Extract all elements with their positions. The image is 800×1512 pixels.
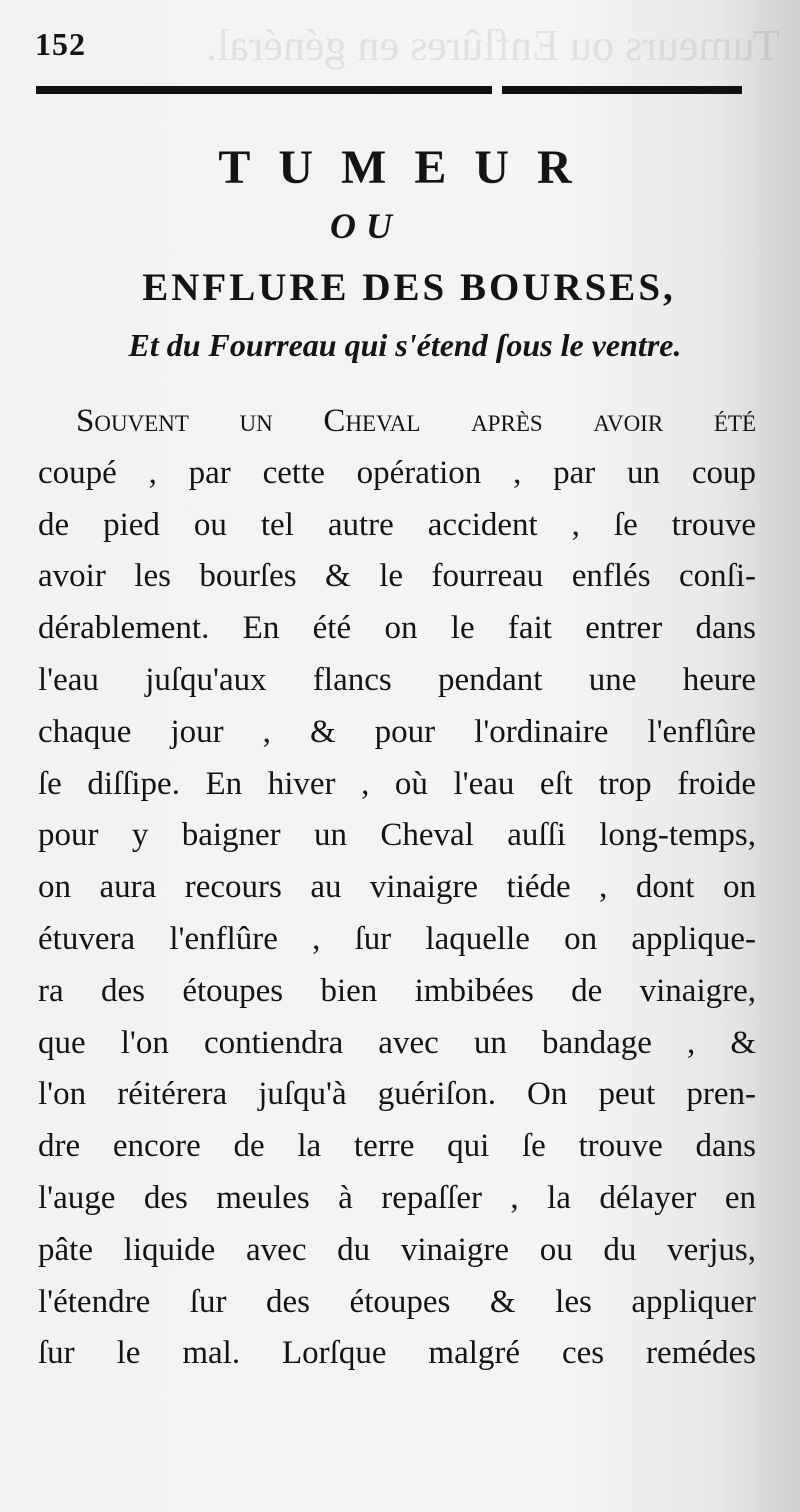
chapter-italic-subtitle: Et du Fourreau qui s'étend ſous le ventre. [128,327,682,363]
text-line: ra des étoupes bien imbibées de vinaigre, [38,972,756,1009]
text-line: l'eau juſqu'aux flancs pendant une heure [38,661,756,698]
chapter-title-conjunction: OU [330,206,402,246]
text-line: l'on réitérera juſqu'à guériſon. On peut pren- [38,1076,756,1113]
page-number: 152 [35,26,86,62]
text-line: ſe diſſipe. En hiver , où l'eau eſt trop froide [38,765,756,802]
text-line: dre encore de la terre qui ſe trouve dans [38,1128,756,1165]
text-line: avoir les bourſes & le fourreau enflés conſi- [38,558,756,595]
text-line: l'auge des meules à repaſſer , la délayer en [38,1179,756,1216]
chapter-title: TUMEUR [218,141,600,194]
header-rule-left [36,86,492,94]
text-line: coupé , par cette opération , par un coup [38,454,756,491]
text-line: ſur le mal. Lorſque malgré ces remédes [38,1335,756,1372]
text-line: que l'on contiendra avec un bandage , & [38,1024,756,1061]
body-text [38,396,756,1380]
text-line: on aura recours au vinaigre tiéde , dont on [38,869,756,906]
text-line: étuvera l'enflûre , ſur laquelle on applique- [38,920,756,957]
text-line: dérablement. En été on le fait entrer dans [38,610,756,647]
show-through-running-head: Tumeurs ou Enflûres en général. [206,21,780,70]
show-through-text [40,20,780,440]
text-line: Souvent un Cheval après avoir été [76,403,756,439]
text-line: pour y baigner un Cheval auſſi long-temps, [38,817,756,854]
header-rule-right [502,86,742,94]
text-line: l'étendre ſur des étoupes & les appliquer [38,1283,756,1320]
text-line: de pied ou tel autre accident , ſe trouve [38,506,756,543]
text-line: pâte liquide avec du vinaigre ou du verjus, [38,1231,756,1268]
text-line: chaque jour , & pour l'ordinaire l'enflûre [38,713,756,750]
chapter-subtitle: ENFLURE DES BOURSES, [142,266,676,309]
